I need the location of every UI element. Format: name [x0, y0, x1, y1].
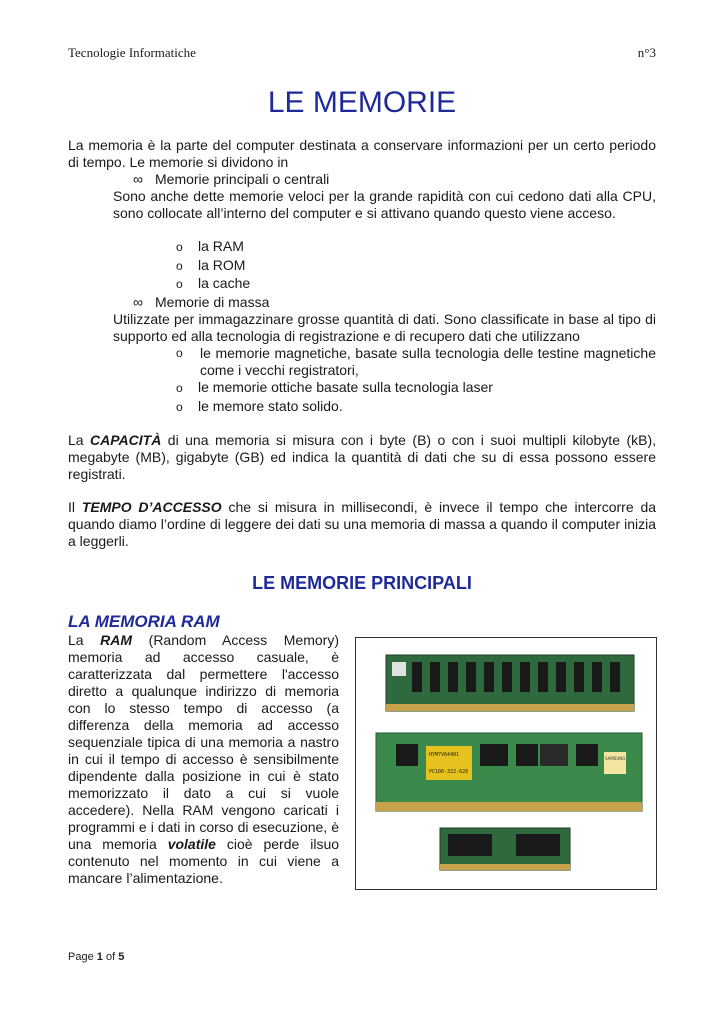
circle-bullet-icon: o: [176, 400, 183, 414]
chip-label: SAMSUNG: [605, 756, 626, 761]
footer-text: of: [105, 951, 116, 963]
infinity-bullet-icon: ∞: [133, 171, 143, 187]
subsection-title: LA MEMORIA RAM: [68, 612, 220, 631]
circle-bullet-icon: o: [176, 346, 183, 360]
massa-description: Utilizzate per immagazzinare grosse quantità di dati. Sono classificate in base al tipo di supporto ed alla tecnologia di registrazione e di recupero dati che utilizzano: [113, 311, 656, 344]
circle-bullet-icon: o: [176, 240, 183, 254]
ram-module-2: [376, 733, 642, 811]
intro-paragraph: La memoria è la parte del computer destinata a conservare informazioni per un certo periodo di tempo. Le memorie si dividono in: [68, 137, 656, 170]
massa-item: le memore stato solido.: [198, 398, 343, 414]
infinity-bullet-icon: ∞: [133, 294, 143, 310]
total-pages: 5: [118, 951, 125, 963]
list-item-ram: [176, 238, 244, 256]
capacita-paragraph: [68, 432, 656, 483]
list-item-solido: [176, 398, 343, 416]
ram-module-3: [440, 828, 570, 870]
circle-bullet-icon: o: [176, 277, 183, 291]
principali-item: la ROM: [198, 257, 246, 273]
section-title: LE MEMORIE PRINCIPALI: [252, 573, 472, 593]
text-run: La: [68, 632, 101, 648]
massa-item: le memorie ottiche basate sulla tecnologia laser: [198, 379, 493, 395]
principali-item: la cache: [198, 275, 251, 291]
header-number: n°3: [637, 45, 656, 60]
principali-label: Memorie principali o centrali: [155, 171, 330, 187]
list-item-magnetiche: [176, 345, 656, 379]
circle-bullet-icon: o: [176, 259, 183, 273]
text-run: (Random Access Memory) memoria ad accesso casuale, è caratterizzata dal permettere l'accesso diretto a qualunque indirizzo di memoria con lo stesso tempo di accesso (a differenza della memoria ad accesso sequenziale tipica di una memoria a nastro in cui il tempo di accesso è sensibilmente dipendente dalla posizione in cui è stato memorizzato il dato a cui si vuole accedere). Nella RAM vengono caricati i programmi e i dati in corso di esecuzione, è una memoria: [68, 632, 339, 852]
chip-label: PC100-322-620: [429, 769, 469, 775]
massa-item: le memorie magnetiche, basate sulla tecnologia delle testine magnetiche come i vecchi registratori,: [200, 345, 656, 378]
volatile-term: volatile: [167, 836, 216, 852]
circle-bullet-icon: o: [176, 381, 183, 395]
page-title: LE MEMORIE: [267, 86, 457, 119]
list-item-cache: [176, 275, 250, 293]
list-item-rom: [176, 257, 245, 275]
current-page: 1: [96, 951, 103, 963]
massa-label: Memorie di massa: [155, 294, 270, 310]
list-item-massa: [133, 294, 269, 311]
principali-item: la RAM: [198, 238, 244, 254]
tempo-paragraph: [68, 499, 656, 550]
page-header: [68, 44, 656, 62]
text-run: che si misura in millisecondi, è invece il tempo che intercorre da quando diamo l’ordine di leggere dei dati su una memoria di massa a quando il computer inizia a leggerli.: [68, 499, 657, 549]
text-run: Il: [68, 499, 82, 515]
ram-modules-illustration: [356, 638, 656, 889]
text-run: di una memoria si misura con i byte (B) o con i suoi multipli kilobyte (kB), megabyte (MB), gigabyte (GB) ed indica la quantità di dati che su di essa possono essere registrati.: [68, 432, 656, 482]
page-footer: [68, 949, 124, 966]
ram-module-1: [386, 655, 634, 711]
footer-text: Page: [68, 951, 94, 963]
capacita-term: CAPACITÀ: [90, 432, 162, 448]
ram-paragraph: [68, 632, 339, 887]
ram-term: RAM: [100, 632, 133, 648]
header-course: Tecnologie Informatiche: [68, 45, 196, 60]
list-item-ottiche: [176, 379, 493, 397]
text-run: La: [68, 432, 91, 448]
text-run: cioè perde ilsuo contenuto nel momento in cui viene a mancare l’alimentazione.: [68, 836, 340, 886]
ram-modules-image: [355, 637, 657, 890]
list-item-principali: [133, 171, 329, 188]
principali-description: Sono anche dette memorie veloci per la grande rapidità con cui cedono dati alla CPU, sono collocate all’interno del computer e si attivano quando questo viene acceso.: [113, 188, 656, 221]
chip-label: HYM7V64401: [429, 752, 460, 758]
tempo-term: TEMPO D’ACCESSO: [81, 499, 222, 515]
